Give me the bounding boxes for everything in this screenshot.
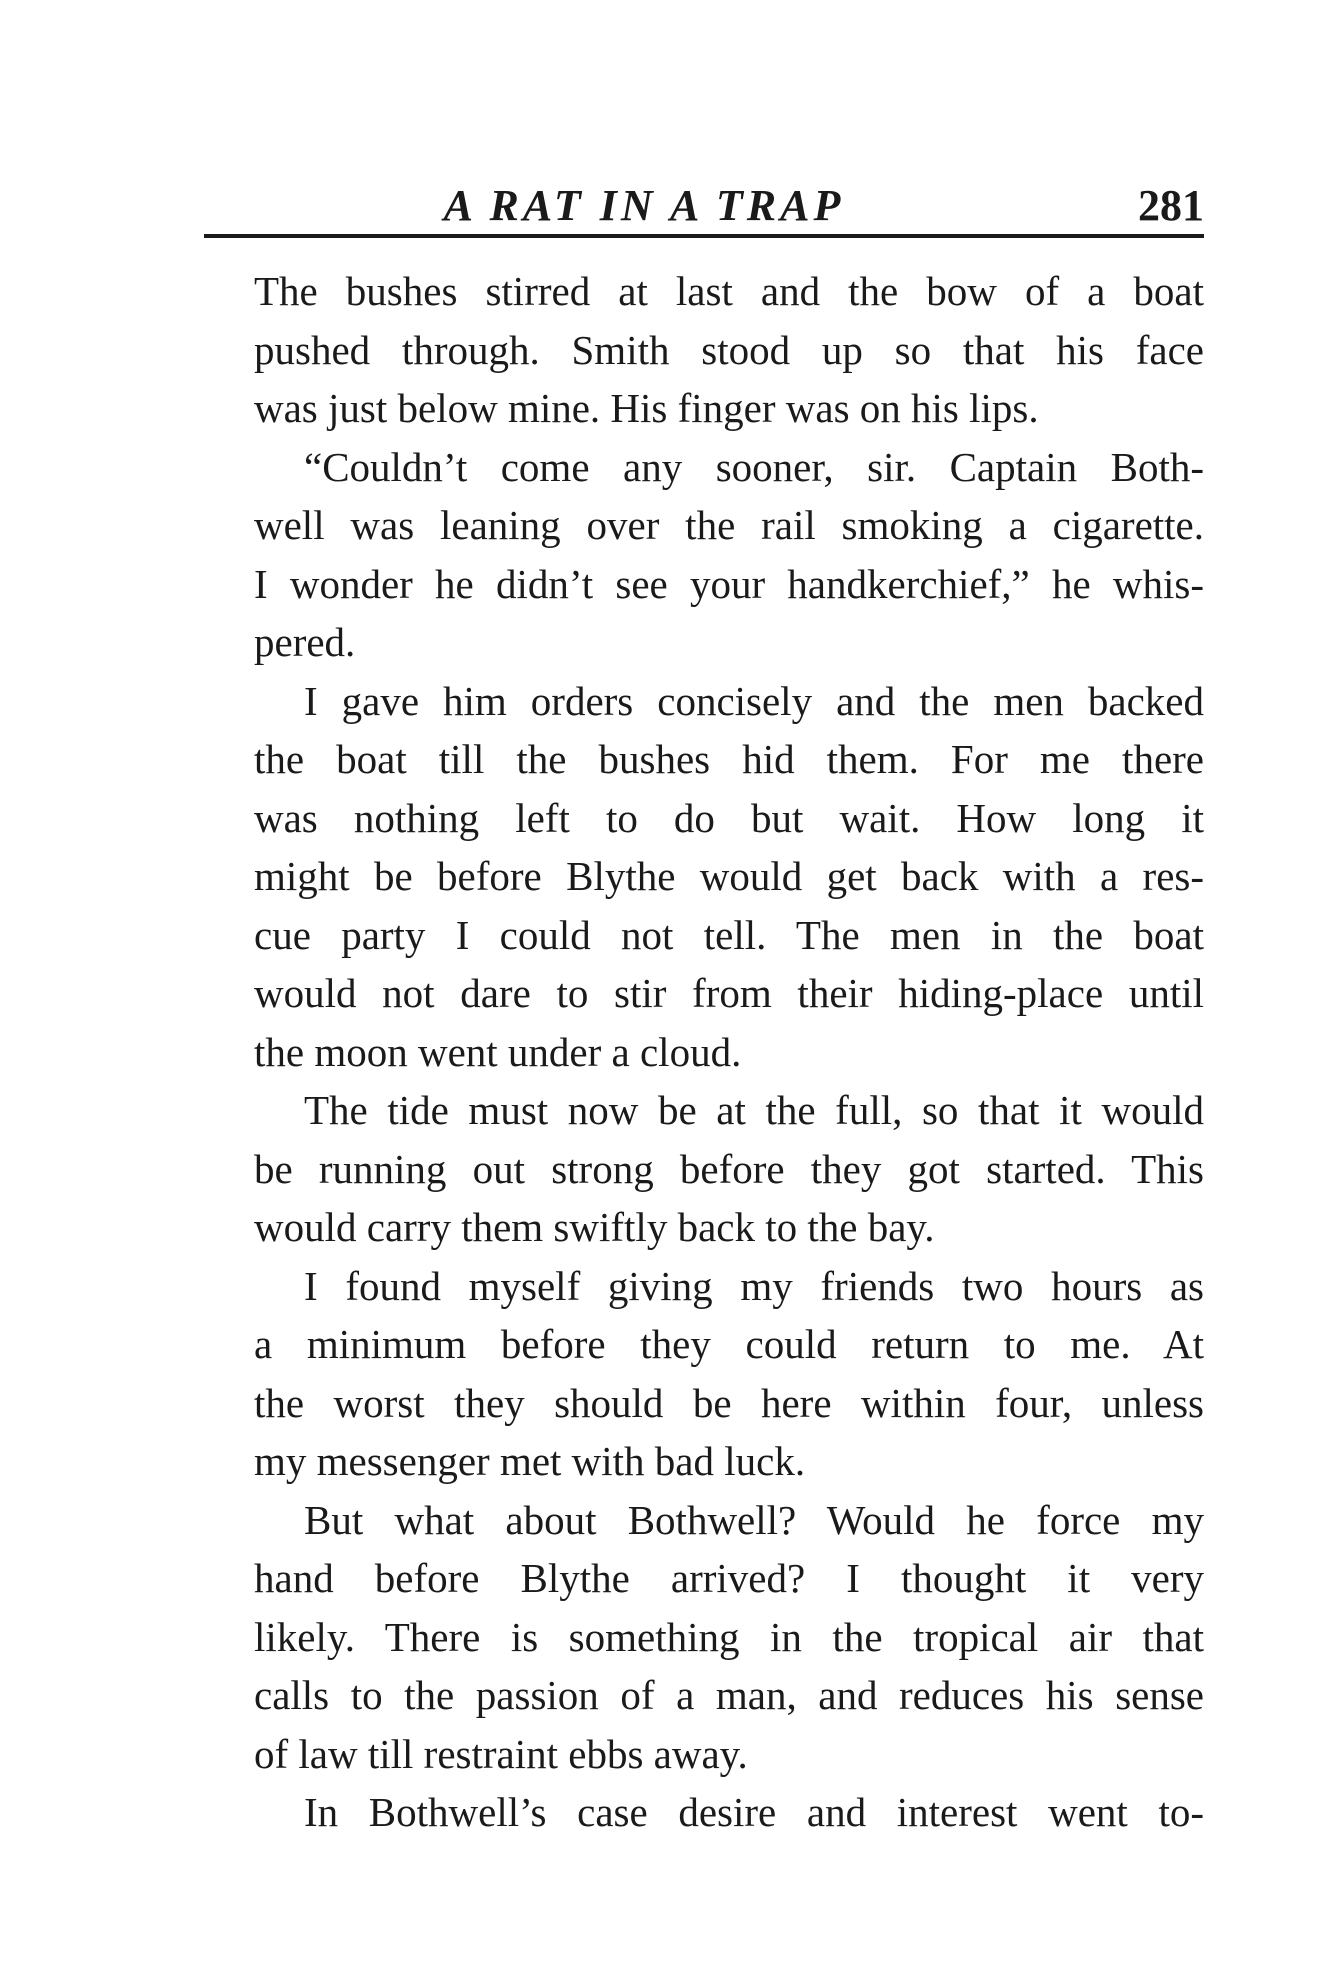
text-line: The bushes stirred at last and the bow of a boat bbox=[254, 268, 1204, 314]
text-line: I gave him orders concisely and the men backed bbox=[304, 677, 1204, 724]
text-line: would not dare to stir from their hiding-place until bbox=[254, 970, 1204, 1016]
text-line: hand before Blythe arrived? I thought it very bbox=[254, 1555, 1204, 1601]
text-line: In Bothwell’s case desire and interest went to- bbox=[304, 1789, 1204, 1835]
text-line: the boat till the bushes hid them. For me there bbox=[254, 736, 1204, 782]
text-line: well was leaning over the rail smoking a cigarette. bbox=[254, 502, 1204, 548]
text-line: a minimum before they could return to me. At bbox=[254, 1321, 1204, 1367]
text-line: But what about Bothwell? Would he force my bbox=[304, 1496, 1204, 1543]
text-line: pered. bbox=[254, 619, 356, 665]
text-line: The tide must now be at the full, so that it would bbox=[304, 1087, 1204, 1133]
text-line: the moon went under a cloud. bbox=[254, 1028, 742, 1075]
text-line: likely. There is something in the tropical air that bbox=[254, 1613, 1204, 1660]
paragraph bbox=[204, 262, 1204, 438]
paragraph bbox=[204, 438, 1204, 672]
text-line: I found myself giving my friends two hours as bbox=[304, 1262, 1204, 1309]
text-line: “Couldn’t come any sooner, sir. Captain Both- bbox=[304, 443, 1204, 490]
paragraph bbox=[204, 1257, 1204, 1491]
text-line: pushed through. Smith stood up so that his face bbox=[254, 326, 1204, 373]
paragraph bbox=[204, 672, 1204, 1082]
paragraph bbox=[204, 1491, 1204, 1784]
text-line: be running out strong before they got started. This bbox=[254, 1145, 1204, 1192]
running-title: A RAT IN A TRAP bbox=[443, 181, 845, 230]
text-line: I wonder he didn’t see your handkerchief,” he whis- bbox=[254, 560, 1204, 607]
text-line: the worst they should be here within four, unless bbox=[254, 1379, 1204, 1426]
header-rule bbox=[204, 234, 1204, 238]
running-head bbox=[204, 180, 1204, 232]
text-line: was nothing left to do but wait. How long it bbox=[254, 794, 1204, 841]
text-line: might be before Blythe would get back with a res- bbox=[254, 853, 1204, 899]
text-line: cue party I could not tell. The men in the boat bbox=[254, 911, 1204, 958]
body-text bbox=[204, 262, 1204, 1842]
text-line: calls to the passion of a man, and reduces his sense bbox=[254, 1672, 1204, 1718]
text-line: of law till restraint ebbs away. bbox=[254, 1730, 748, 1777]
text-line: would carry them swiftly back to the bay. bbox=[254, 1204, 935, 1250]
paragraph bbox=[204, 1081, 1204, 1257]
paragraph bbox=[204, 1783, 1204, 1842]
text-line: my messenger met with bad luck. bbox=[254, 1438, 806, 1484]
page-number: 281 bbox=[1138, 181, 1204, 230]
text-line: was just below mine. His finger was on his lips. bbox=[254, 385, 1039, 431]
